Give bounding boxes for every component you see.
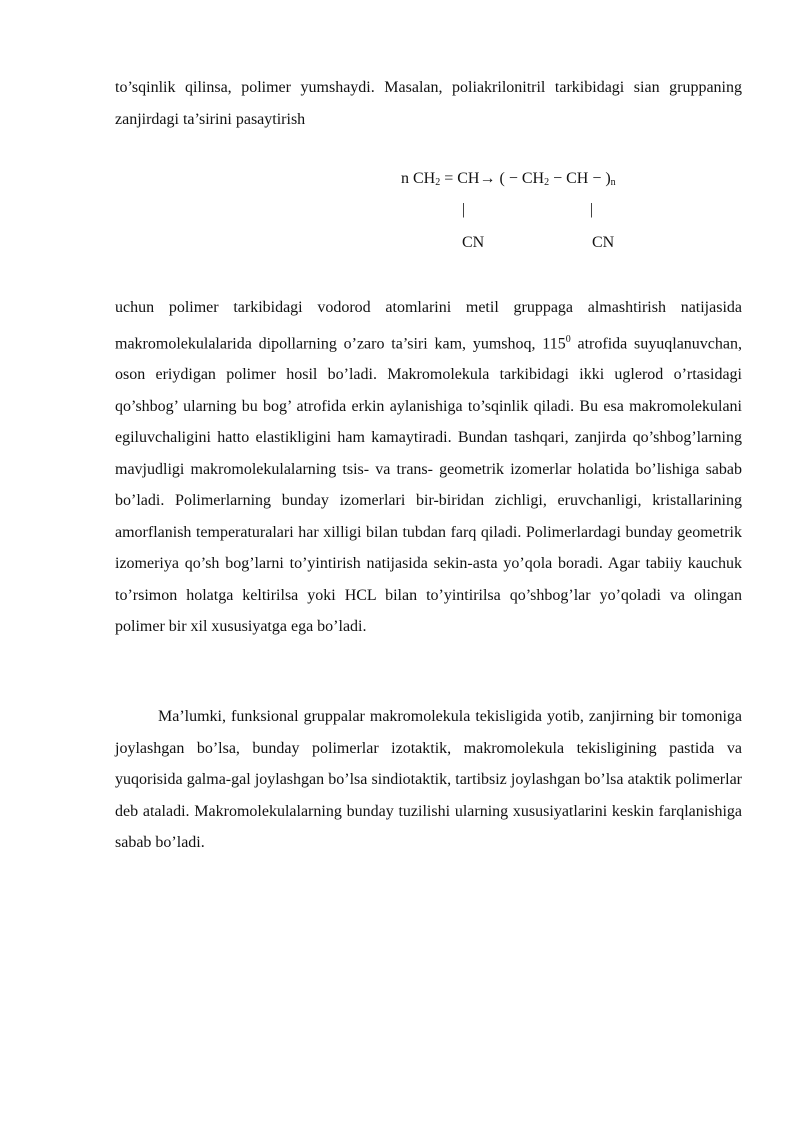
product-subscript: 2 [544,177,550,188]
paragraph-main [115,292,742,643]
paragraph-intro: to’sqinlik qilinsa, polimer yumshaydi. Masalan, poliakrilonitril tarkibidagi sian gruppaning zanjirdagi ta’sirini pasaytirish [115,79,742,128]
substituent-cn-2: CN [592,234,615,251]
paragraph-tacticity: Ma’lumki, funksional gruppalar makromolekula tekisligida yotib, zanjirning bir tomoniga joylashgan bo’lsa, bunday polimerlar izotaktik, makromolekula tekisligining pastida va yuqorisida galma-gal joylashgan bo’lsa sindiotaktik, tartibsiz joylashgan bo’lsa ataktik polimerlar deb ataladi. Makromolekulalarning bunday tuzilishi ularning xususiyatlarini keskin farqlanishiga sabab bo’ladi. [115,708,742,851]
degree-superscript: 0 [565,333,571,345]
chemical-equation [0,0,800,260]
reactant-rest: = CH [440,170,480,187]
substituent-cn-1: CN [462,234,485,251]
bond-line-1: | [462,201,466,218]
reaction-arrow: → [479,170,496,187]
product-subscript-n: n [610,177,616,188]
reactant-prefix: n CH [401,170,436,187]
product-rest: − CH − ) [549,170,611,187]
paragraph-main-part-2: atrofida suyuqlanuvchan, oson eriydigan polimer hosil bo’ladi. Makromolekula tarkibidagi ikki uglerod o’rtasidagi qo’shbog’ ularning bu bog’ atrofida erkin aylanishiga to’sqinlik qiladi. Bu esa makromolekulani egiluvchaligini hatto elastikligini ham kamaytiradi. Bundan tashqari, zanjirda qo’shbog’larning mavjudligi makromolekulalarning tsis- va trans- geometrik izomerlar holatida bo’lishiga sabab bo’ladi. Polimerlarning bunday izomerlari bir-biridan zichligi, eruvchanligi, kristallarining amorflanish temperaturalari har xilligi bilan tubdan farq qiladi. Polimerlardagi bunday geometrik izomeriya qo’sh bog’larni to’yintirish natijasida sekin-asta yo’qola boradi. Agar tabiiy kauchuk to’rsimon holatga keltirilsa yoki HCL bilan to’yintirilsa qo’shbog’lar yo’qoladi va olingan polimer bir xil xususiyatga ega bo’ladi. [115,334,743,636]
product-open: ( − CH [495,170,545,187]
bond-line-2: | [590,201,594,218]
reactant-subscript: 2 [435,177,441,188]
equation-line [401,170,616,188]
paragraph-main-part-1: uchun polimer tarkibidagi vodorod atomlarini metil gruppaga almashtirish natijasida makromolekulalarida dipollarning o’zaro ta’siri kam, yumshoq, 115 [115,299,742,352]
